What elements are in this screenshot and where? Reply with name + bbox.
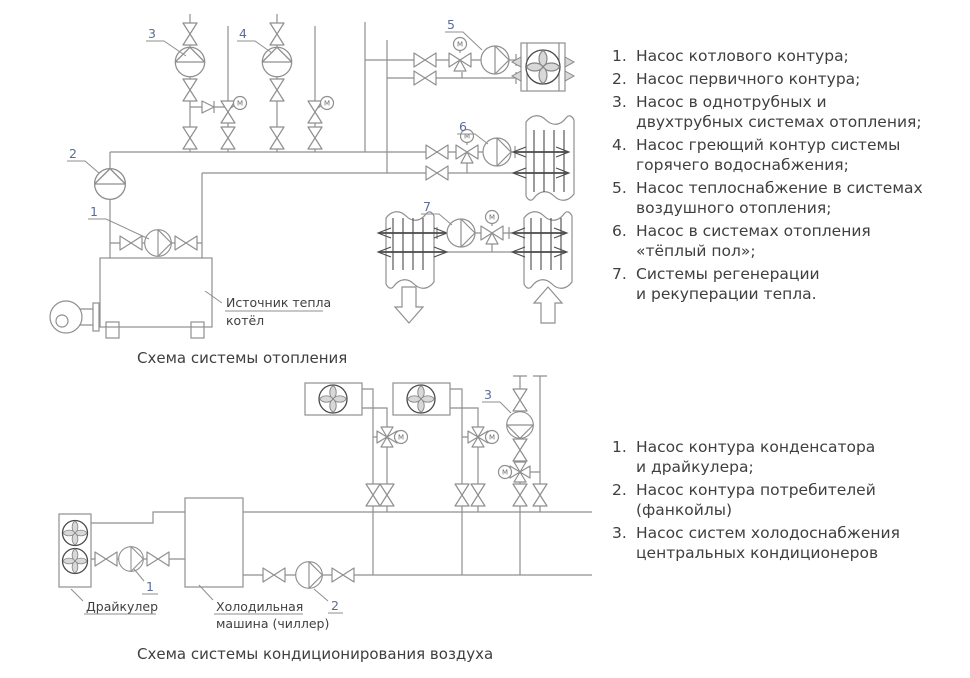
fancoil-unit-2 [393,383,450,415]
heating-legend [612,46,968,307]
tag-2: 2 [69,146,77,161]
tag-3: 3 [148,26,156,41]
legend-item: 5. Насос теплоснабжение в системах воздушного отопления; [612,179,923,217]
valve-icon [366,484,380,506]
valve-icon [513,484,527,506]
valve-icon [263,568,285,582]
three-way-valve-icon [449,53,471,71]
svg-text:M: M [501,468,509,477]
pump-4 [262,47,291,76]
valve-icon [120,236,142,250]
tag-1: 1 [146,579,154,594]
valve-icon [332,568,354,582]
valve-icon [513,439,527,461]
svg-text:M: M [236,99,244,108]
heat-source-label-line1: Источник тепла [226,295,332,310]
valve-icon [183,23,197,45]
three-way-valve-icon [481,226,503,244]
cooling-diagram [59,376,592,663]
svg-text:M: M [397,433,405,442]
boiler-foot [191,322,204,338]
airflow-down-arrow [395,287,423,323]
pump-condenser [119,547,144,572]
motor-actuator [395,431,512,479]
legend-item: 2. Насос первичного контура; [612,70,861,88]
tag-4: 4 [239,26,247,41]
chiller-label-line2: машина (чиллер) [216,616,330,631]
drycooler-label: Драйкулер [86,599,159,614]
valve-icon [426,145,448,159]
motor-valve-icon [308,101,322,123]
boiler [50,258,212,338]
valve-icon [183,79,197,101]
motor-valve-icon [221,101,235,123]
heating-diagram [50,14,574,367]
valve-icon [426,166,448,180]
valve-icon [270,127,284,149]
valve-icon [175,236,197,250]
chiller-label-line1: Холодильная [216,599,304,614]
legend-item: 6. Насос в системах отопления «тёплый пол»; [612,222,871,260]
heating-caption: Схема системы отопления [137,349,348,367]
pump-5 [481,46,509,74]
motor-mixing-valve-icon [510,462,530,482]
svg-text:M: M [488,213,496,222]
valve-icon [270,79,284,101]
boiler-foot [106,322,119,338]
valve-icon [380,484,394,506]
valve-icon [270,23,284,45]
valve-icon [455,484,469,506]
tag-1: 1 [90,204,98,219]
heat-source-label-line2: котёл [226,313,265,328]
cooling-caption: Схема системы кондиционирования воздуха [137,645,494,663]
airflow-up-arrow [534,287,562,323]
chiller [185,498,243,587]
valve-icon [308,127,322,149]
legend-item: 4. Насос греющий контур системы горячего водоснабжения; [612,136,901,174]
cooling-valves [95,389,547,582]
svg-text:M: M [463,132,471,141]
burner-icon [50,301,99,333]
tag-5: 5 [447,17,455,32]
pump-6 [483,138,511,166]
pump-2 [95,169,126,200]
legend-item: 1. Насос контура конденсатора и драйкулера; [612,438,876,476]
cooling-legend [612,437,968,566]
air-duct-heater [526,116,574,201]
valve-icon [414,71,436,85]
legend-item: 1. Насос котлового контура; [612,47,849,65]
pump-7 [447,219,475,247]
pump-1 [145,230,172,257]
tag-2: 2 [331,598,339,613]
valve-icon [471,484,485,506]
air-heater-fan-unit [512,43,574,91]
svg-text:M: M [323,99,331,108]
check-valve-icon [202,101,214,113]
fancoil-unit-1 [305,383,362,415]
legend-item: 2. Насос контура потребителей (фанкойлы) [612,481,876,519]
pump-ahu [507,412,534,439]
valve-icon [95,552,117,566]
pump-consumers [296,562,323,589]
dry-cooler [59,514,91,587]
tag-3: 3 [484,387,492,402]
valve-icon [513,389,527,411]
three-way-valve-icon [456,145,478,163]
valve-icon [533,484,547,506]
svg-text:M: M [488,433,496,442]
valve-icon [147,552,169,566]
valve-icon [183,127,197,149]
legend-item: 7. Системы регенерации и рекуперации тепла. [612,265,820,303]
tag-7: 7 [423,199,431,214]
cooling-callouts [71,387,511,631]
tag-6: 6 [459,119,467,134]
valve-icon [414,53,436,67]
legend-item: 3. Насос систем холодоснабжения центральных кондиционеров [612,524,900,562]
svg-text:M: M [456,40,464,49]
legend-item: 3. Насос в однотрубных и двухтрубных системах отопления; [612,93,922,131]
valve-icon [221,127,235,149]
